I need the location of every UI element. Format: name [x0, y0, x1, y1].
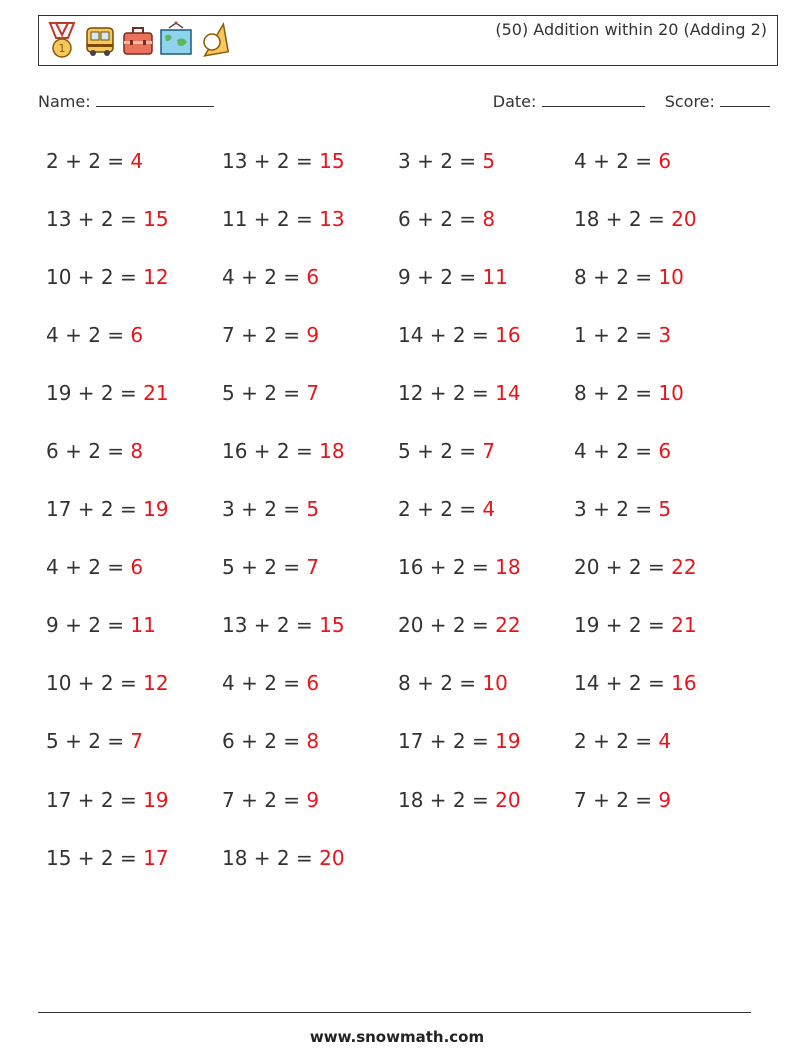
problem-question: 12 + 2 = — [398, 381, 496, 406]
date-label: Date: — [492, 92, 537, 111]
problem-question: 5 + 2 = — [222, 555, 307, 580]
problem-answer: 17 — [143, 845, 169, 870]
problem-question: 11 + 2 = — [222, 207, 320, 232]
problem-answer: 15 — [143, 207, 169, 232]
problem-item — [46, 315, 222, 373]
problem-item — [222, 257, 398, 315]
protractor-icon — [197, 20, 231, 60]
problem-question: 4 + 2 = — [46, 323, 131, 348]
problem-answer: 7 — [482, 439, 496, 464]
problem-item — [574, 373, 750, 431]
problem-question: 18 + 2 = — [222, 845, 320, 870]
problem-question: 10 + 2 = — [46, 671, 144, 696]
problem-question: 6 + 2 = — [222, 729, 307, 754]
problem-answer: 9 — [306, 787, 320, 812]
problem-question: 8 + 2 = — [574, 381, 659, 406]
name-label: Name: — [38, 92, 91, 111]
problem-question: 5 + 2 = — [398, 439, 483, 464]
problem-item — [222, 721, 398, 779]
problem-row — [46, 373, 766, 431]
problem-item — [222, 663, 398, 721]
name-field — [38, 92, 214, 111]
problem-question: 14 + 2 = — [398, 323, 496, 348]
problem-item — [222, 489, 398, 547]
problem-item — [222, 199, 398, 257]
worksheet-title: (50) Addition within 20 (Adding 2) — [495, 20, 767, 39]
problem-item — [574, 721, 750, 779]
problem-answer: 8 — [306, 729, 320, 754]
problem-item — [574, 141, 750, 199]
footer-website: www.snowmath.com — [309, 1028, 485, 1046]
problem-question: 16 + 2 = — [398, 555, 496, 580]
problem-answer: 7 — [130, 729, 144, 754]
problem-row — [46, 663, 766, 721]
problem-item — [46, 199, 222, 257]
score-blank — [720, 92, 770, 107]
problem-item — [398, 431, 574, 489]
problem-row — [46, 547, 766, 605]
header-icons — [45, 20, 231, 60]
problem-answer: 6 — [658, 439, 672, 464]
map-icon — [159, 20, 193, 60]
problem-item — [222, 431, 398, 489]
problem-answer: 20 — [495, 787, 521, 812]
problem-question: 20 + 2 = — [574, 555, 672, 580]
problem-answer: 19 — [143, 787, 169, 812]
problem-row — [46, 780, 766, 838]
problem-item — [398, 547, 574, 605]
problem-item — [46, 838, 222, 896]
problem-answer: 4 — [130, 149, 144, 173]
problem-row — [46, 315, 766, 373]
problem-item — [46, 663, 222, 721]
problem-question: 6 + 2 = — [398, 207, 483, 232]
problem-item — [574, 780, 750, 838]
problem-item — [398, 489, 574, 547]
problem-answer: 19 — [495, 729, 521, 754]
problem-item — [398, 663, 574, 721]
problem-question: 1 + 2 = — [574, 323, 659, 348]
problem-question: 5 + 2 = — [222, 381, 307, 406]
problem-question: 13 + 2 = — [222, 613, 320, 638]
problem-item — [46, 373, 222, 431]
problem-answer: 6 — [130, 555, 144, 580]
problem-answer: 10 — [658, 265, 684, 290]
school-bus-icon — [83, 20, 117, 60]
problem-question: 20 + 2 = — [398, 613, 496, 638]
problem-item — [398, 721, 574, 779]
problem-answer: 14 — [495, 381, 521, 406]
problem-answer: 6 — [306, 671, 320, 696]
problem-answer: 7 — [306, 381, 320, 406]
problem-item — [222, 373, 398, 431]
problem-answer: 5 — [658, 497, 672, 522]
problem-question: 2 + 2 = — [574, 729, 659, 754]
problem-answer: 15 — [319, 149, 345, 173]
problem-answer: 11 — [482, 265, 508, 290]
problem-question: 7 + 2 = — [222, 787, 307, 812]
problem-question: 13 + 2 = — [46, 207, 144, 232]
problem-answer: 21 — [671, 613, 697, 638]
problem-item — [46, 141, 222, 199]
svg-text:1: 1 — [58, 42, 66, 55]
problem-grid — [46, 141, 766, 896]
problem-answer: 20 — [671, 207, 697, 232]
problem-question: 4 + 2 = — [222, 265, 307, 290]
problem-item — [574, 547, 750, 605]
problem-answer: 6 — [658, 149, 672, 173]
problem-question: 19 + 2 = — [46, 381, 144, 406]
problem-row — [46, 605, 766, 663]
problem-item — [574, 257, 750, 315]
worksheet-header — [38, 15, 778, 66]
problem-item — [398, 605, 574, 663]
problem-question: 3 + 2 = — [398, 149, 483, 173]
problem-answer: 15 — [319, 613, 345, 638]
problem-question: 10 + 2 = — [46, 265, 144, 290]
problem-item — [46, 489, 222, 547]
problem-question: 8 + 2 = — [398, 671, 483, 696]
problem-item — [222, 547, 398, 605]
problem-answer: 6 — [130, 323, 144, 348]
problem-answer: 9 — [658, 787, 672, 812]
problem-question: 8 + 2 = — [574, 265, 659, 290]
problem-answer: 16 — [495, 323, 521, 348]
problem-answer: 20 — [319, 845, 345, 870]
problem-question: 9 + 2 = — [46, 613, 131, 638]
briefcase-icon — [121, 20, 155, 60]
problem-question: 18 + 2 = — [574, 207, 672, 232]
problem-row — [46, 257, 766, 315]
problem-answer: 16 — [671, 671, 697, 696]
problem-item — [46, 431, 222, 489]
problem-item — [574, 199, 750, 257]
problem-item — [222, 838, 398, 896]
problem-answer: 12 — [143, 265, 169, 290]
problem-item — [398, 257, 574, 315]
problem-answer: 3 — [658, 323, 672, 348]
problem-item — [222, 141, 398, 199]
problem-item — [46, 721, 222, 779]
problem-question: 7 + 2 = — [574, 787, 659, 812]
problem-question: 17 + 2 = — [46, 787, 144, 812]
problem-item — [222, 605, 398, 663]
problem-answer: 11 — [130, 613, 156, 638]
problem-question: 4 + 2 = — [46, 555, 131, 580]
problem-question: 4 + 2 = — [574, 439, 659, 464]
date-score-fields — [493, 92, 770, 111]
problem-item — [574, 489, 750, 547]
problem-answer: 18 — [495, 555, 521, 580]
footer-divider — [38, 1012, 751, 1013]
problem-row — [46, 431, 766, 489]
problem-question: 14 + 2 = — [574, 671, 672, 696]
problem-answer: 8 — [130, 439, 144, 464]
problem-question: 9 + 2 = — [398, 265, 483, 290]
problem-item — [398, 315, 574, 373]
problem-answer: 12 — [143, 671, 169, 696]
problem-row — [46, 141, 766, 199]
problem-answer: 22 — [495, 613, 521, 638]
name-blank — [96, 92, 214, 107]
problem-row — [46, 838, 766, 896]
problem-answer: 8 — [482, 207, 496, 232]
problem-answer: 7 — [306, 555, 320, 580]
problem-question: 7 + 2 = — [222, 323, 307, 348]
problem-answer: 21 — [143, 381, 169, 406]
problem-row — [46, 721, 766, 779]
problem-item — [222, 780, 398, 838]
medal-icon — [45, 20, 79, 60]
problem-answer: 18 — [319, 439, 345, 464]
problem-question: 3 + 2 = — [222, 497, 307, 522]
problem-item — [222, 315, 398, 373]
problem-question: 18 + 2 = — [398, 787, 496, 812]
problem-question: 4 + 2 = — [574, 149, 659, 173]
problem-answer: 22 — [671, 555, 697, 580]
problem-answer: 9 — [306, 323, 320, 348]
problem-question: 6 + 2 = — [46, 439, 131, 464]
problem-item — [574, 605, 750, 663]
problem-answer: 5 — [306, 497, 320, 522]
problem-item — [398, 199, 574, 257]
problem-answer: 10 — [482, 671, 508, 696]
problem-answer: 4 — [658, 729, 672, 754]
problem-item — [398, 141, 574, 199]
problem-answer: 4 — [482, 497, 496, 522]
date-blank — [542, 92, 645, 107]
problem-item — [574, 663, 750, 721]
problem-item — [46, 547, 222, 605]
problem-question: 5 + 2 = — [46, 729, 131, 754]
problem-item — [46, 605, 222, 663]
score-label: Score: — [664, 92, 715, 111]
problem-question: 2 + 2 = — [46, 149, 131, 173]
problem-item — [574, 315, 750, 373]
problem-item — [574, 431, 750, 489]
problem-answer: 6 — [306, 265, 320, 290]
problem-question: 2 + 2 = — [398, 497, 483, 522]
problem-item — [46, 780, 222, 838]
problem-item — [398, 373, 574, 431]
problem-answer: 5 — [482, 149, 496, 173]
problem-item — [46, 257, 222, 315]
problem-question: 17 + 2 = — [398, 729, 496, 754]
problem-question: 17 + 2 = — [46, 497, 144, 522]
problem-question: 16 + 2 = — [222, 439, 320, 464]
problem-question: 15 + 2 = — [46, 845, 144, 870]
problem-answer: 10 — [658, 381, 684, 406]
problem-row — [46, 199, 766, 257]
problem-question: 19 + 2 = — [574, 613, 672, 638]
problem-question: 4 + 2 = — [222, 671, 307, 696]
problem-row — [46, 489, 766, 547]
problem-question: 13 + 2 = — [222, 149, 320, 173]
problem-answer: 19 — [143, 497, 169, 522]
problem-answer: 13 — [319, 207, 345, 232]
problem-question: 3 + 2 = — [574, 497, 659, 522]
problem-item — [398, 780, 574, 838]
